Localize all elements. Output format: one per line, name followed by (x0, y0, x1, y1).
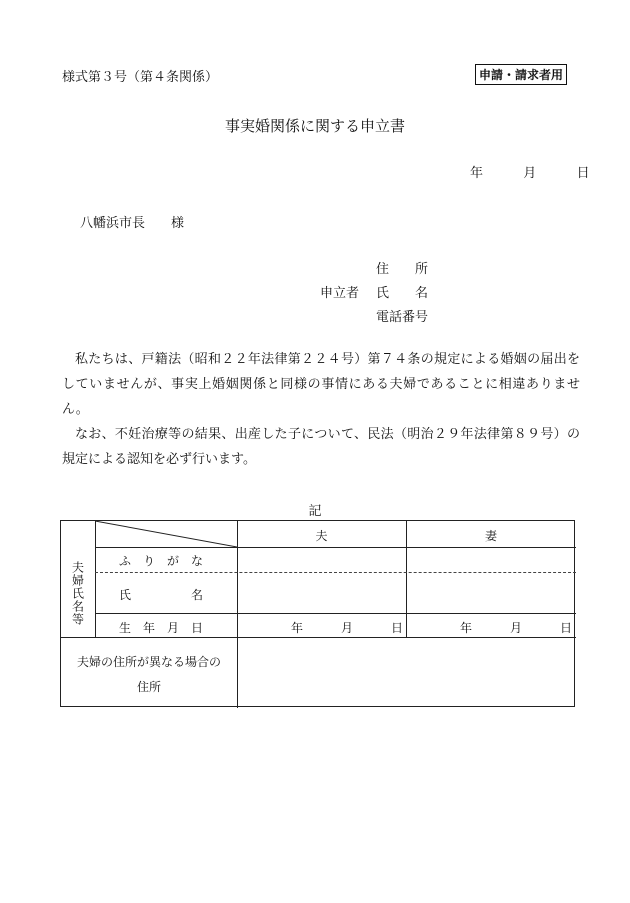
husband-birth-month: 月 (341, 621, 354, 635)
declaration-paragraph-2: なお、不妊治療等の結果、出産した子について、民法（明治２９年法律第８９号）の規定による認知を必ず行います。 (62, 427, 580, 467)
birthdate-label: 生 年 月 日 (119, 621, 204, 635)
separate-address-label-line2: 住所 (136, 680, 161, 694)
date-day: 日 (576, 166, 590, 181)
form-number-label: 様式第３号（第４条関係） (62, 70, 219, 85)
wife-birth-year: 年 (460, 621, 473, 635)
wife-birth-month: 月 (510, 621, 523, 635)
husband-header: 夫 (315, 529, 328, 543)
declaration-text (62, 347, 580, 472)
separate-address-label-line1: 夫婦の住所が異なる場合の (76, 655, 221, 669)
applicant-address-label: 住 所 (376, 262, 429, 277)
husband-birth-year: 年 (291, 621, 304, 635)
date-year: 年 (470, 166, 484, 181)
couple-group-label: 夫婦氏名等 (70, 560, 85, 626)
submission-date (470, 162, 590, 181)
applicant-phone-label: 電話番号 (376, 310, 429, 325)
furigana-label: ふ り が な (119, 554, 204, 568)
applicant-use-badge: 申請・請求者用 (475, 64, 567, 85)
couple-info-table (60, 520, 575, 707)
wife-birth-day: 日 (560, 621, 573, 635)
husband-birth-day: 日 (391, 621, 404, 635)
date-month: 月 (523, 166, 537, 181)
applicant-name-label: 氏 名 (376, 286, 429, 301)
recipient-line: 八幡浜市長 様 (80, 216, 185, 231)
document-title: 事実婚関係に関する申立書 (224, 117, 405, 135)
wife-header: 妻 (484, 529, 497, 543)
applicant-role-label: 申立者 (320, 286, 360, 301)
applicant-block (320, 258, 428, 330)
declaration-paragraph-1: 私たちは、戸籍法（昭和２２年法律第２２４号）第７４条の規定による婚姻の届出をしていませんが、事実上婚姻関係と同様の事情にある夫婦であることに相違ありません。 (62, 352, 580, 417)
name-label: 氏 名 (119, 588, 204, 602)
diagonal-divider (95, 521, 237, 547)
ki-heading: 記 (308, 504, 322, 519)
